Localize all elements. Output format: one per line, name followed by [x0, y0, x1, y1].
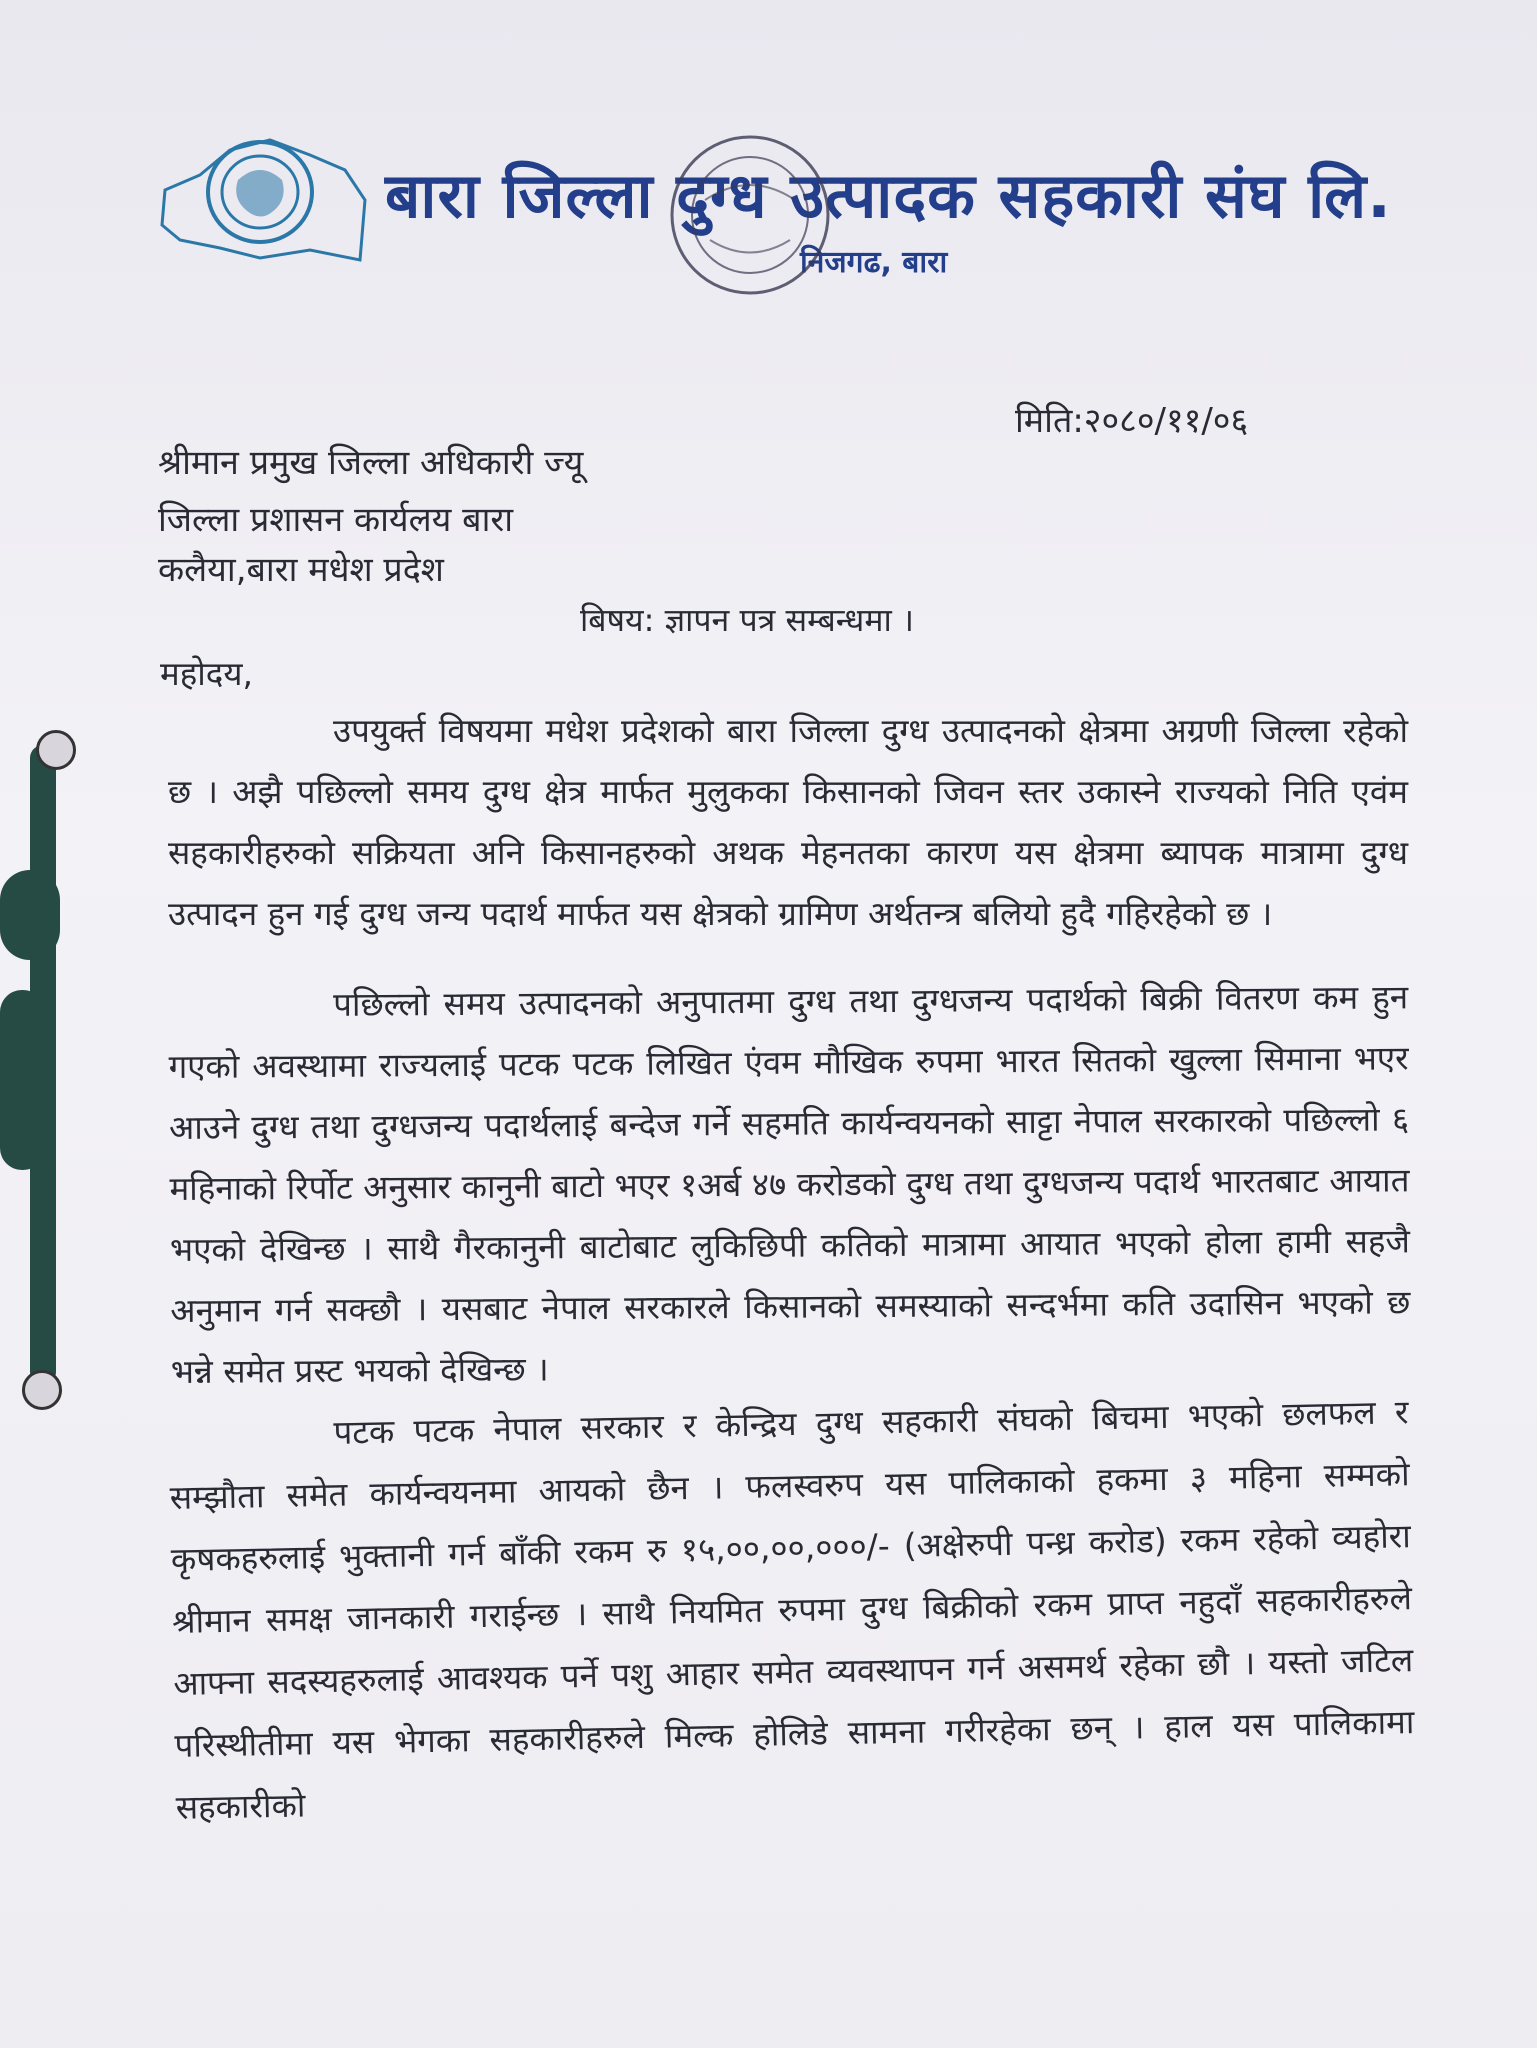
body-paragraph-2: पछिल्लो समय उत्पादनको अनुपातमा दुग्ध तथा दुग्धजन्य पदार्थको बिक्री वितरण कम हुन गएको अवस्थामा राज्यलाई पटक पटक लिखित एंवम मौखिक रुपमा भारत सितको खुल्ला सिमाना भएर आउने दुग्ध तथा दुग्धजन्य पदार्थलाई बन्देज गर्ने सहमति कार्यन्वयनको साट्टा नेपाल सरकारको पछिल्लो ६ महिनाको रिर्पोट अनुसार कानुनी बाटो भएर १अर्ब ४७ करोडको दुग्ध तथा दुग्धजन्य पदार्थ भारतबाट आयात भएको देखिन्छ । साथै गैरकानुनी बाटोबाट लुकिछिपी कतिको मात्रामा आयात भएको होला हामी सहजै अनुमान गर्न सक्छौ । यसबाट नेपाल सरकारले किसानको समस्याको सन्दर्भमा कति उदासिन भएको छ भन्ने समेत प्रस्ट भयको देखिन्छ । [168, 977, 1411, 1391]
cooperative-logo-icon [160, 130, 370, 280]
body-paragraph-1: उपयुर्क्त विषयमा मधेश प्रदेशको बारा जिल्ला दुग्ध उत्पादनको क्षेत्रमा अग्रणी जिल्ला रहेको छ । अझै पछिल्लो समय दुग्ध क्षेत्र मार्फत मुलुकका किसानको जिवन स्तर उकास्ने राज्यको निति एवंम सहकारीहरुको सक्रियता अनि किसानहरुको अथक मेहनतका कारण यस क्षेत्रमा ब्यापक मात्रामा दुग्ध उत्पादन हुन गई दुग्ध जन्य पदार्थ मार्फत यस क्षेत्रको ग्रामिण अर्थतन्त्र बलियो हुदै गहिरहेको छ । [168, 711, 1408, 933]
letter-subject: बिषय: ज्ञापन पत्र सम्बन्धमा । [580, 601, 915, 639]
organization-name: बारा जिल्ला दुग्ध उत्पादक सहकारी संघ लि. [385, 159, 1392, 232]
salutation: महोदय, [160, 654, 253, 693]
letter-date: मिति:२०८०/११/०६ [1015, 401, 1249, 441]
organization-location: निजगढ, बारा [800, 245, 948, 280]
official-seal-stamp [665, 130, 835, 300]
body-paragraph-3: पटक पटक नेपाल सरकार र केन्द्रिय दुग्ध सहकारी संघको बिचमा भएको छलफल र सम्झौता समेत कार्यन्वयनमा आयको छैन । फलस्वरुप यस पालिकाको हकमा ३ महिना सम्मको कृषकहरुलाई भुक्तानी गर्न बाँकी रकम रु १५,००,००,०००/- (अक्षेरुपी पन्ध्र करोड) रकम रहेको व्यहोरा श्रीमान समक्ष जानकारी गराईन्छ । साथै नियमित रुपमा दुग्ध बिक्रीको रकम प्राप्त नहुदाँ सहकारीहरुले आफ्ना सदस्यहरुलाई आवश्यक पर्ने पशु आहार समेत व्यवस्थापन गर्न असमर्थ रहेका छौ । यस्तो जटिल परिस्थीतीमा यस भेगका सहकारीहरुले मिल्क होलिडे सामना गरीरहेका छन् । हाल यस पालिकामा सहकारीको [169, 1392, 1415, 1827]
recipient-line-2: जिल्ला प्रशासन कार्यलय बारा [158, 500, 514, 540]
recipient-line-1: श्रीमान प्रमुख जिल्ला अधिकारी ज्यू [158, 443, 584, 483]
binding-cord [0, 720, 80, 1420]
recipient-line-3: कलैया,बारा मधेश प्रदेश [158, 550, 444, 590]
letterhead [160, 130, 1392, 310]
